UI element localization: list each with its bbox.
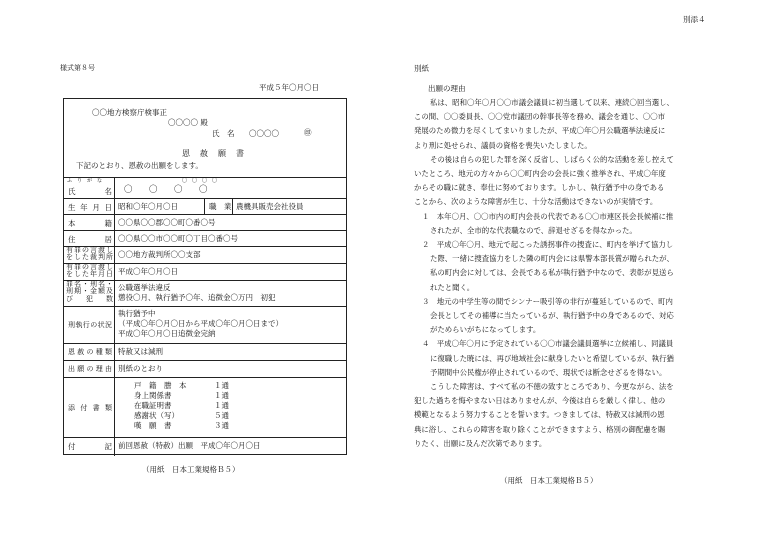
crime-value-2: 懲役〇月、執行猶予〇年、追徴金〇万円 初犯: [118, 293, 276, 302]
reason-line: こうした障害は、すべて私の不徳の致すところであり、今更ながら、法を: [430, 382, 674, 392]
court-value: 〇〇地方裁判所〇〇支部: [118, 250, 201, 259]
attachment-sheet-label: 別紙: [414, 64, 429, 73]
reason-line: りたく、出願に及んだ次第であります。: [414, 438, 547, 448]
dob-value: 昭和〇年〇月〇日: [118, 202, 178, 211]
attachment-count: ３通: [214, 421, 229, 430]
reason-line: ことから、次のような障害が生じ、十分な活動はできないのが実情です。: [414, 197, 658, 207]
form-date: 平成５年〇月〇日: [259, 83, 319, 92]
form-number: 様式第８号: [60, 64, 95, 72]
sentence-date-value: 平成〇年〇月〇日: [118, 267, 178, 276]
occupation-label: 職 業: [209, 202, 232, 211]
crime-label: 罪名・刑名・刑期・金額及び犯数: [66, 280, 113, 303]
attachment-item: [134, 421, 172, 430]
reason-line: れたと聞く。: [430, 282, 475, 292]
attachment-name: 身上関係書: [134, 391, 172, 400]
reason-line: されたが、全市的な代表職なので、辞退せざるを得なかった。: [430, 225, 637, 235]
reason-body: [414, 96, 704, 451]
reason-line: 模範となるよう努力することを誓います。つきましては、特赦又は減刑の恩: [414, 410, 665, 420]
attachment-count: １通: [214, 401, 229, 410]
reason-line: からその職に就き、奉仕に努めております。しかし、執行猶予中の身である: [414, 183, 665, 193]
reason-line: がためらいがちになってします。: [430, 325, 541, 335]
address-value: 〇〇県〇〇市〇〇町〇丁目〇番〇号: [118, 234, 238, 243]
court-label: 有罪の言渡しをした裁判所: [66, 246, 113, 262]
execution-value-2: （平成〇年〇月〇日から平成〇年〇月〇日まで）: [118, 319, 283, 328]
annex-label: 別添４: [683, 15, 706, 24]
attachment-count: １通: [214, 381, 229, 390]
note-value: 前回恩赦（特赦）出願 平成〇年〇月〇日: [118, 441, 261, 450]
form-heading: 恩 赦 願 書: [182, 149, 245, 158]
attachment-name: 在職証明書: [134, 401, 172, 410]
furigana-value: 〇 〇 〇 〇: [182, 178, 218, 184]
reason-line: ２ 平成〇年〇月、地元で起こった誘拐事件の捜査に、町内を挙げて協力し: [422, 240, 674, 250]
reason-line: 犯した過ちを悔やまない日はありませんが、今後は自らを厳しく律し、他の: [414, 396, 666, 406]
reason-line: ４ 平成〇年〇月に予定されている〇〇市議会議員選挙に立候補し、同議員: [422, 339, 674, 349]
reason-line: た際、一緒に捜査協力をした隣の町内会には県警本部長賞が贈られたが、: [430, 254, 674, 264]
applicant-value: 〇〇〇〇: [249, 129, 279, 138]
furigana-label: ふ り が な: [67, 178, 103, 184]
attachment-item: [134, 411, 179, 420]
reason-line: 会長としてその補導に当たっているが、執行猶予中の身であるので、対応: [430, 311, 674, 321]
applicant-label: 氏 名: [212, 129, 235, 138]
domicile-value: 〇〇県〇〇郡〇〇町〇番〇号: [118, 218, 216, 227]
dob-label: 生年月日: [68, 203, 112, 212]
reason-line: 予期間中公民権が停止されているので、現状では断念せざるを得ない。: [430, 367, 667, 377]
reason-line: より刑に処せられ、議員の資格を喪失いたしました。: [414, 140, 592, 150]
name-label: 氏 名: [68, 187, 112, 196]
reason-line: 私は、昭和〇年〇月〇〇市議会議員に初当選して以来、連続〇回当選し、: [430, 98, 674, 107]
reason-line: その後は自らの犯した罪を深く反省し、しばらく公的な活動を差し控えて: [430, 154, 674, 164]
sentence-date-label: 有罪の言渡しをした年月日: [66, 263, 113, 279]
reason-line: この間、〇〇委員長、〇〇党市議団の幹事長等を務め、議会を通じ、〇〇市: [414, 112, 665, 122]
execution-value-3: 平成〇年〇月〇日追徴金完納: [118, 329, 216, 338]
note-label: 付 記: [68, 442, 112, 451]
crime-value-1: 公職選挙法違反: [118, 283, 171, 292]
reason-line: ３ 地元の中学生等の間でシンナー吸引等の非行が蔓延しているので、町内: [422, 296, 673, 306]
form-intro: 下記のとおり、恩赦の出願をします。: [76, 161, 203, 170]
addressee-line2: 〇〇〇〇 殿: [168, 118, 208, 127]
address-label: 住 居: [68, 235, 112, 244]
right-paper-note: （用紙 日本工業規格Ｂ５）: [500, 476, 598, 485]
reason-line: 発展のため微力を尽くしてまいりましたが、平成〇年〇月公職選挙法違反に: [414, 126, 666, 136]
attachment-item: [134, 401, 172, 410]
reason-line: 典に浴し、これらの障害を取り除くことができますよう、格別の御配慮を賜: [414, 424, 666, 434]
occupation-value: 農機具販売会社役員: [236, 202, 304, 211]
reason-line: に復職した暁には、再び地域社会に献身したいと希望しているが、執行猶: [430, 353, 674, 363]
attachment-item: [134, 391, 172, 400]
attachment-name: 戸 籍 謄 本: [134, 381, 187, 390]
attachments-label: 添付書類: [68, 404, 112, 412]
addressee-line1: 〇〇地方検察庁検事正: [92, 108, 167, 117]
seal-mark: ㊞: [304, 128, 312, 137]
pardon-application-form: [63, 98, 347, 455]
domicile-label: 本 籍: [68, 219, 112, 228]
name-value: 〇 〇 〇 〇: [124, 185, 212, 195]
reason-line: いたところ、地元の方々から〇〇町内会の会長に強く推挙され、平成〇年度: [414, 169, 666, 179]
attachment-name: 感謝状（写）: [134, 411, 179, 420]
attachment-count: １通: [214, 391, 229, 400]
reason-line: 私の町内会に対しては、会長である私が執行猶予中なので、表彰が見送ら: [430, 268, 674, 278]
reason-line: １ 本年〇月、〇〇市内の町内会長の代表である〇〇市連区長会長候補に推: [422, 211, 674, 221]
pardon-type-value: 特赦又は減刑: [118, 347, 163, 356]
execution-label: 刑執行の状況: [68, 321, 112, 329]
execution-value-1: 執行猶予中: [118, 309, 156, 318]
attachment-item: [134, 381, 187, 391]
reason-label: 出願の理由: [68, 365, 112, 373]
attachment-count: ５通: [214, 411, 229, 420]
left-paper-note: （用紙 日本工業規格Ｂ５）: [142, 465, 240, 474]
attachment-name: 嘆 願 書: [134, 421, 172, 430]
reason-title: 出願の理由: [428, 84, 466, 93]
pardon-type-label: 恩赦の種類: [68, 348, 112, 356]
reason-value: 別紙のとおり: [118, 364, 163, 373]
